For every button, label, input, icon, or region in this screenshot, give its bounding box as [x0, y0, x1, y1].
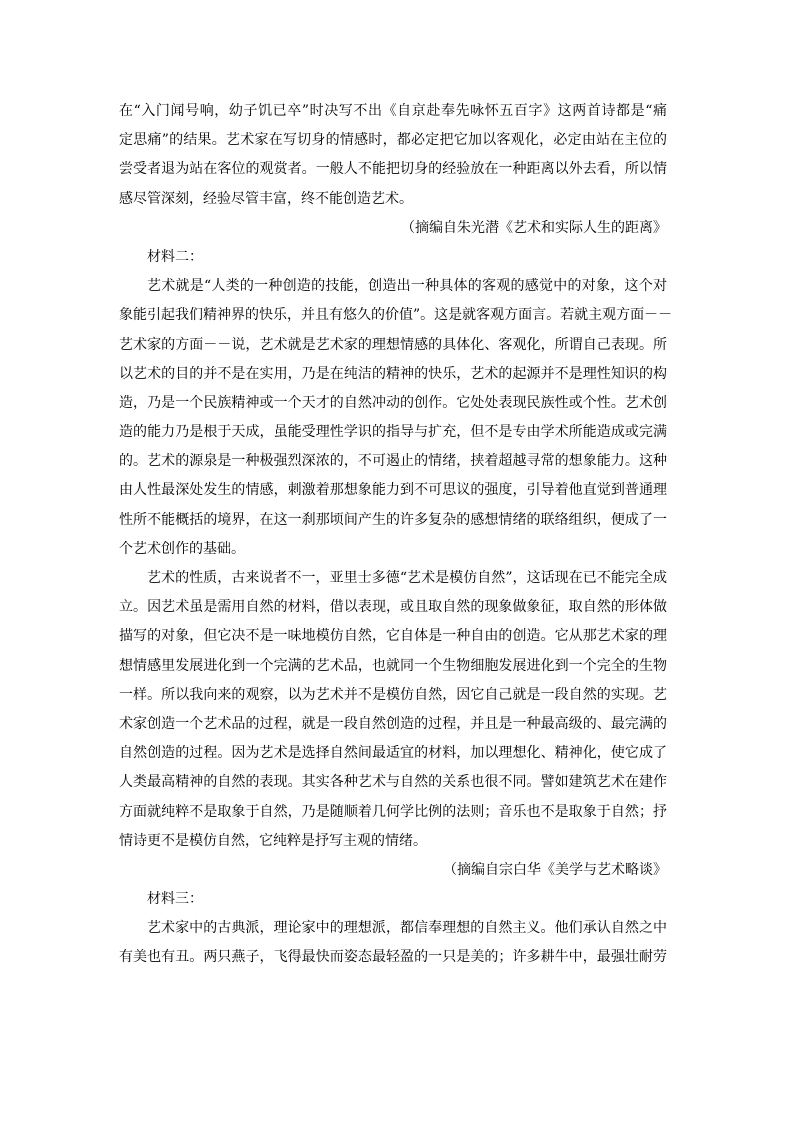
- section-heading-2: 材料二：: [147, 248, 203, 265]
- text-line: 艺术就是“人类的一种创造的技能，创造出一种具体的客观的感觉中的对象，这个对: [147, 278, 667, 295]
- text-line: 定思痛”的结果。艺术家在写切身的情感时，都必定把它加以客观化，必定由站在主位的: [119, 132, 667, 149]
- section-heading-3: 材料三：: [147, 891, 203, 908]
- text-line: 造，乃是一个民族精神或一个天才的自然冲动的创作。它处处表现民族性或个性。艺术创: [119, 394, 667, 411]
- paragraph-3: [119, 564, 667, 856]
- text-line: 艺术家中的古典派，理论家中的理想派，都信奉理想的自然主义。他们承认自然之中: [147, 920, 667, 937]
- document-body: [119, 97, 673, 973]
- text-line: 感尽管深刻，经验尽管丰富，终不能创造艺术。: [119, 190, 413, 207]
- text-line: 方面就纯粹不是取象于自然，乃是随顺着几何学比例的法则；音乐也不是取象于自然；抒: [119, 803, 667, 820]
- text-line: 造的能力乃是根于天成，虽能受理性学识的指导与扩充，但不是专由学术所能造成或完满: [119, 424, 667, 441]
- text-line: 个艺术创作的基础。: [119, 540, 245, 557]
- text-line: 以艺术的目的并不是在实用，乃是在纯洁的精神的快乐，艺术的起源并不是理性知识的构: [119, 365, 667, 382]
- text-line: 艺术的性质，古来说者不一，亚里士多德“艺术是模仿自然”，这话现在已不能完全成: [147, 570, 667, 586]
- text-line: 象能引起我们精神界的快乐，并且有悠久的价值”。这是就客观方面言。若就主观方面－－: [119, 307, 673, 324]
- paragraph-1: [119, 97, 667, 214]
- text-line: 性所不能概括的境界，在这一刹那顷间产生的许多复杂的感想情绪的联络组织，便成了一: [119, 511, 667, 528]
- text-line: 自然创造的过程。因为艺术是选择自然间最适宜的材料，加以理想化、精神化，使它成了: [119, 745, 667, 762]
- text-line: 有美也有丑。两只燕子，飞得最快而姿态最轻盈的一只是美的；许多耕牛中，最强壮耐劳: [119, 949, 667, 966]
- text-line: 人类最高精神的自然的表现。其实各种艺术与自然的关系也很不同。譬如建筑艺术在建作: [119, 774, 667, 791]
- text-line: 的。艺术的源泉是一种极强烈深浓的，不可遏止的情绪，挟着超越寻常的想象能力。这种: [119, 453, 667, 470]
- text-line: 情诗更不是模仿自然，它纯粹是抒写主观的情绪。: [119, 832, 427, 849]
- text-line: 艺术家的方面－－说，艺术就是艺术家的理想情感的具体化、客观化，所谓自己表现。所: [119, 336, 667, 353]
- source-citation-2: （摘编自宗白华《美学与艺术略谈》: [443, 861, 667, 878]
- text-line: 描写的对象，但它决不是一味地模仿自然，它自体是一种自由的创造。它从那艺术家的理: [119, 628, 667, 645]
- text-line: 由人性最深处发生的情感，刺激着那想象能力到不可思议的强度，引导着他直觉到普通理: [119, 482, 667, 499]
- source-citation-1: （摘编自朱光潜《艺术和实际人生的距离》: [401, 219, 667, 236]
- text-line: 在“入门闻号响，幼子饥已卒”时决写不出《自京赴奉先咏怀五百字》这两首诗都是“痛: [119, 103, 667, 119]
- text-line: 术家创造一个艺术品的过程，就是一段自然创造的过程，并且是一种最高级的、最完满的: [119, 715, 667, 732]
- text-line: 一样。所以我向来的观察，以为艺术并不是模仿自然，因它自己就是一段自然的实现。艺: [119, 686, 667, 703]
- paragraph-2: [119, 272, 673, 564]
- text-line: 立。因艺术虽是需用自然的材料，借以表现，或且取自然的现象做象征，取自然的形体做: [119, 599, 667, 616]
- paragraph-4: [119, 914, 667, 972]
- text-line: 尝受者退为站在客位的观赏者。一般人不能把切身的经验放在一种距离以外去看，所以情: [119, 161, 667, 178]
- text-line: 想情感里发展进化到一个完满的艺术品，也就同一个生物细胞发展进化到一个完全的生物: [119, 657, 667, 674]
